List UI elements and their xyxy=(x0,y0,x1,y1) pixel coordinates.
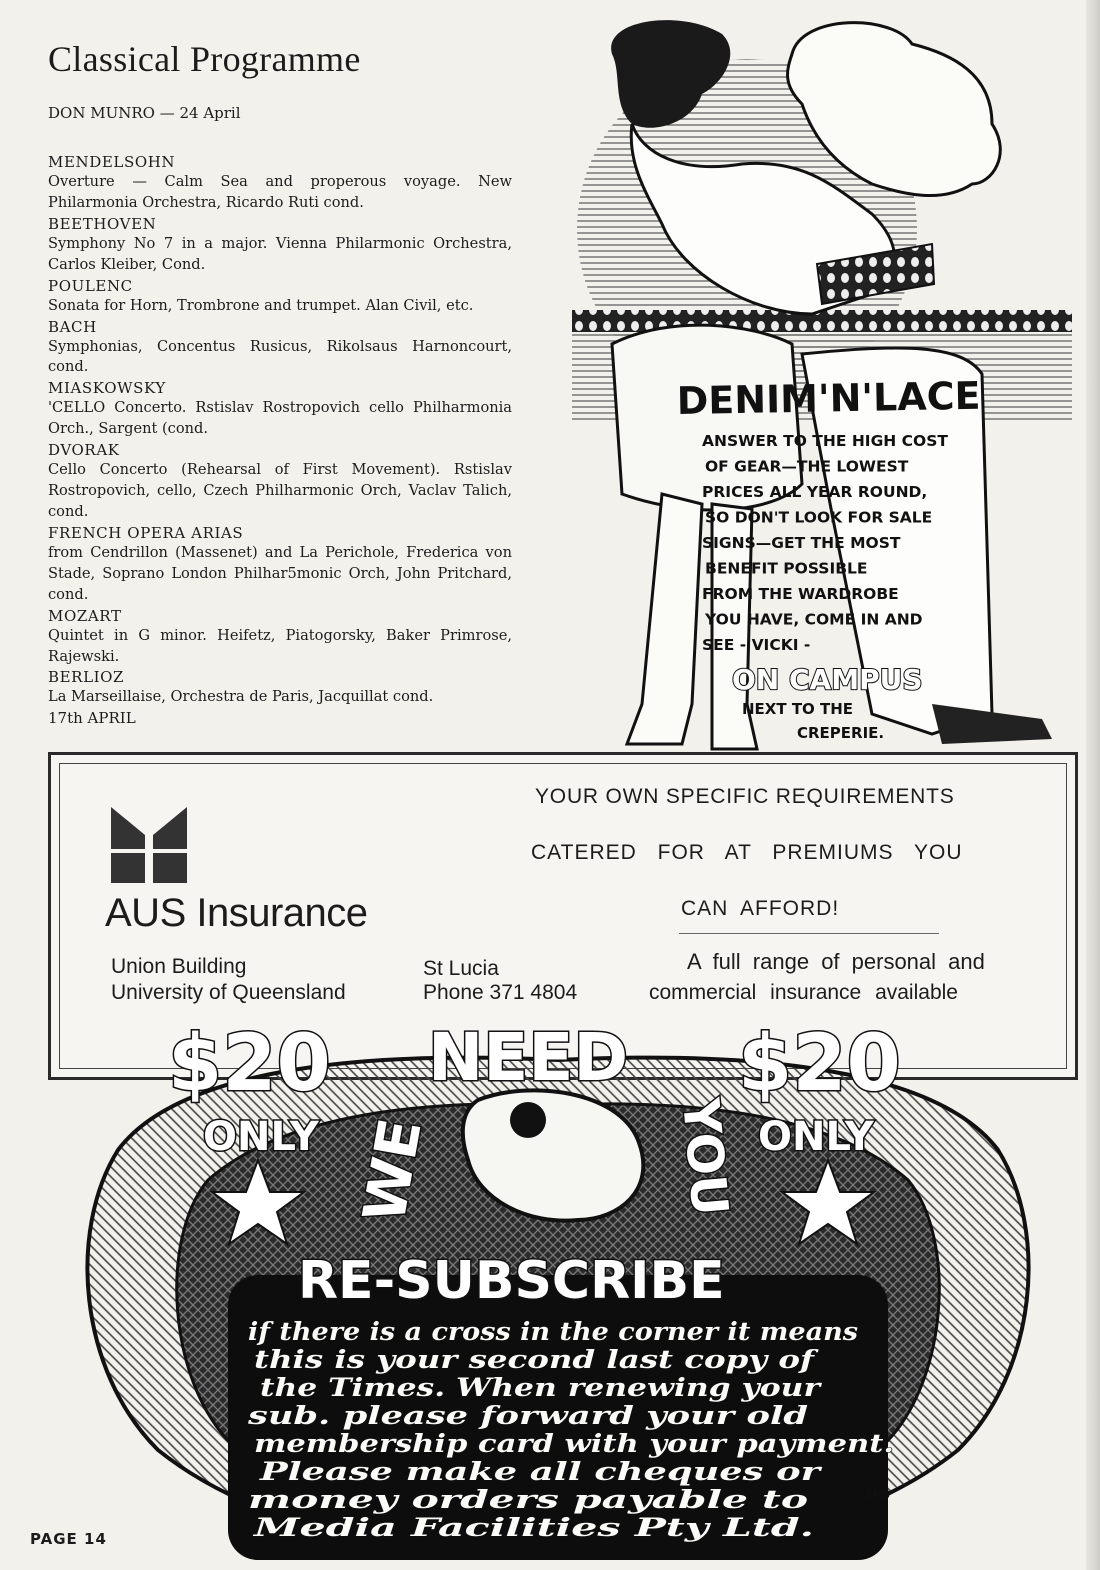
denim-copy-line: OF GEAR—THE LOWEST xyxy=(705,457,909,476)
work-description: Sonata for Horn, Trombrone and trumpet. Alan Civil, etc. xyxy=(48,296,474,314)
price-left: $20 xyxy=(168,1019,331,1109)
aus-logo-icon xyxy=(109,805,189,885)
next-to-label: NEXT TO THE xyxy=(742,700,854,718)
programme-date: 17th APRIL xyxy=(48,709,136,728)
need-word: NEED xyxy=(428,1019,629,1096)
composer-name: FRENCH OPERA ARIAS xyxy=(48,523,244,542)
denim-copy-line: ANSWER TO THE HIGH COST xyxy=(702,432,948,450)
aus-address-university: University of Queensland xyxy=(111,981,346,1004)
denim-copy-line: YOU HAVE, COME IN AND xyxy=(705,610,923,629)
work-description: Overture — Calm Sea and properous voyage. New Philarmonia Orchestra, Ricardo Ruti cond. xyxy=(48,173,512,211)
denim-copy-line: SEE - VICKI - xyxy=(702,636,811,654)
instruction-line: membership card with your payment. xyxy=(254,1429,894,1458)
aus-tagline-2: CATERED FOR AT PREMIUMS YOU xyxy=(531,841,963,864)
composer-name: BERLIOZ xyxy=(48,668,125,687)
artist-signature: EMB xyxy=(866,1488,890,1501)
work-description: from Cendrillon (Massenet) and La Perichole, Frederica von Stade, Soprano London Philhar5monic Orch, John Pritchard, cond. xyxy=(48,543,512,603)
instruction-line: Please make all cheques or xyxy=(258,1457,823,1486)
work-description: Quintet in G minor. Heifetz, Piatogorsky, Baker Primrose, Rajewski. xyxy=(48,626,512,665)
page-number: PAGE 14 xyxy=(30,1530,107,1548)
lace-border-strip xyxy=(572,310,1072,332)
programme-entry xyxy=(48,378,512,440)
hand-knuckle-shade xyxy=(510,1102,546,1138)
denim-n-lace-advert xyxy=(572,14,1072,756)
instruction-line: this is your second last copy of xyxy=(254,1345,820,1374)
programme-entry xyxy=(48,214,512,276)
aus-range-line-2: commercial insurance available xyxy=(649,981,958,1004)
denim-copy-line: FROM THE WARDROBE xyxy=(702,585,899,603)
instruction-line: the Times. When renewing your xyxy=(260,1373,823,1402)
work-description: Cello Concerto (Rehearsal of First Movement). Rstislav Rostropovich, cello, Czech Philharmonic Orch, Vaclav Talich, cond. xyxy=(48,461,512,520)
aus-range-line-1: A full range of personal and xyxy=(687,949,985,974)
work-description: La Marseillaise, Orchestra de Paris, Jacquillat cond. xyxy=(48,688,434,706)
aus-divider xyxy=(679,933,939,934)
work-description: 'CELLO Concerto. Rstislav Rostropovich cello Philharmonia Orch., Sargent (cond. xyxy=(48,399,512,438)
aus-tagline-1: YOUR OWN SPECIFIC REQUIREMENTS xyxy=(535,785,955,808)
programme-title: Classical Programme xyxy=(48,39,361,79)
denim-copy-line: SIGNS—GET THE MOST xyxy=(702,534,901,552)
we-word: WE xyxy=(349,1113,435,1228)
instruction-line: sub. please forward your old xyxy=(246,1401,809,1430)
subscribe-instructions xyxy=(247,1317,894,1542)
composer-name: BEETHOVEN xyxy=(48,214,157,233)
on-campus-label: ON CAMPUS xyxy=(732,663,923,696)
resubscribe-heading: RE-SUBSCRIBE xyxy=(298,1251,725,1311)
instruction-line: money orders payable to xyxy=(248,1485,808,1514)
programme-entry xyxy=(48,523,512,606)
programme-entry xyxy=(48,317,512,379)
programme-entry xyxy=(48,276,512,317)
aus-insurance-name: AUS Insurance xyxy=(105,891,368,935)
creperie-label: CREPERIE. xyxy=(797,724,885,742)
boot-leg-left xyxy=(627,494,702,744)
composer-name: MIASKOWSKY xyxy=(48,379,166,398)
programme-entry xyxy=(48,152,512,214)
work-description: Symphonias, Concentus Rusicus, Rikolsaus Harnoncourt, cond. xyxy=(48,337,512,376)
composer-name: MOZART xyxy=(48,606,122,625)
composer-name: BACH xyxy=(48,317,97,336)
composer-name: DVORAK xyxy=(48,441,120,460)
programme-entry xyxy=(48,667,512,708)
page-edge-shadow xyxy=(1086,0,1100,1570)
classical-programme-column xyxy=(48,38,512,728)
instruction-line: if there is a cross in the corner it means xyxy=(248,1317,858,1346)
work-description: Symphony No 7 in a major. Vienna Philarmonic Orchestra, Carlos Kleiber, Cond. xyxy=(48,234,512,273)
denim-copy-line: BENEFIT POSSIBLE xyxy=(705,559,868,578)
programme-presenter: DON MUNRO — 24 April xyxy=(48,104,241,122)
price-right: $20 xyxy=(738,1019,901,1109)
aus-suburb: St Lucia xyxy=(423,957,499,980)
aus-address-building: Union Building xyxy=(111,955,247,978)
resubscribe-advert xyxy=(58,1010,1058,1566)
denim-banner: DENIM'N'LACE xyxy=(676,373,981,423)
composer-name: MENDELSOHN xyxy=(48,153,176,171)
only-left: ONLY xyxy=(203,1114,319,1160)
programme-entry xyxy=(48,606,512,668)
instruction-line: Media Facilities Pty Ltd. xyxy=(252,1513,815,1542)
programme-entry xyxy=(48,440,512,523)
denim-copy-line: PRICES ALL YEAR ROUND, xyxy=(702,483,928,501)
you-word: YOU xyxy=(671,1095,740,1219)
aus-phone: Phone 371 4804 xyxy=(423,981,578,1004)
programme-entries xyxy=(48,152,512,708)
aus-tagline-3: CAN AFFORD! xyxy=(681,897,840,920)
composer-name: POULENC xyxy=(48,276,133,295)
only-right: ONLY xyxy=(758,1114,874,1160)
denim-copy-line: SO DON'T LOOK FOR SALE xyxy=(705,508,933,527)
